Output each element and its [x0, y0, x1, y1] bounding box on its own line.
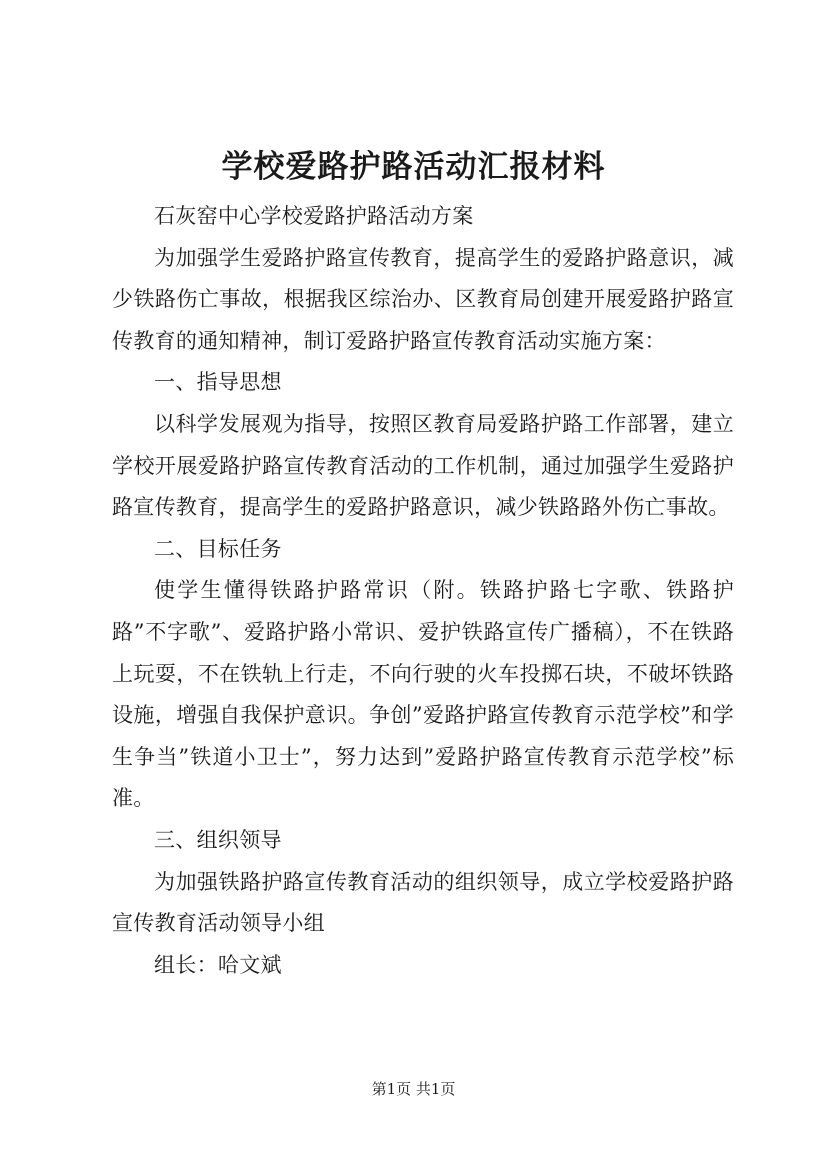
page-number: 第1页 共1页 — [371, 1080, 456, 1098]
document-body — [112, 196, 734, 986]
paragraph-leadership: 为加强铁路护路宣传教育活动的组织领导，成立学校爱路护路宣传教育活动领导小组 — [112, 869, 734, 936]
paragraph-guiding-ideology: 以科学发展观为指导，按照区教育局爱路护路工作部署，建立学校开展爱路护路宣传教育活动的工作机制，通过加强学生爱路护路宣传教育，提高学生的爱路护路意识，减少铁路路外伤亡事故。 — [112, 411, 734, 520]
section-heading-guiding-ideology: 一、指导思想 — [154, 370, 282, 395]
section-heading-goals: 二、目标任务 — [154, 536, 282, 561]
paragraph-subtitle: 石灰窑中心学校爱路护路活动方案 — [154, 204, 474, 228]
paragraph-team-leader: 组长：哈文斌 — [154, 952, 282, 977]
paragraph-goals: 使学生懂得铁路护路常识（附。铁路护路七字歌、铁路护路”不字歌”、爱路护路小常识、爱护铁路宣传广播稿），不在铁路上玩耍，不在铁轨上行走，不向行驶的火车投掷石块，不破坏铁路设施，增强自我保护意识。争创”爱路护路宣传教育示范学校”和学生争当”铁道小卫士”，努力达到”爱路护路宣传教育示范学校”标准。 — [112, 578, 734, 811]
section-heading-leadership: 三、组织领导 — [154, 827, 282, 852]
document-title: 学校爱路护路活动汇报材料 — [221, 149, 606, 185]
paragraph-intro: 为加强学生爱路护路宣传教育，提高学生的爱路护路意识，减少铁路伤亡事故，根据我区综治办、区教育局创建开展爱路护路宣传教育的通知精神，制订爱路护路宣传教育活动实施方案： — [112, 245, 734, 353]
